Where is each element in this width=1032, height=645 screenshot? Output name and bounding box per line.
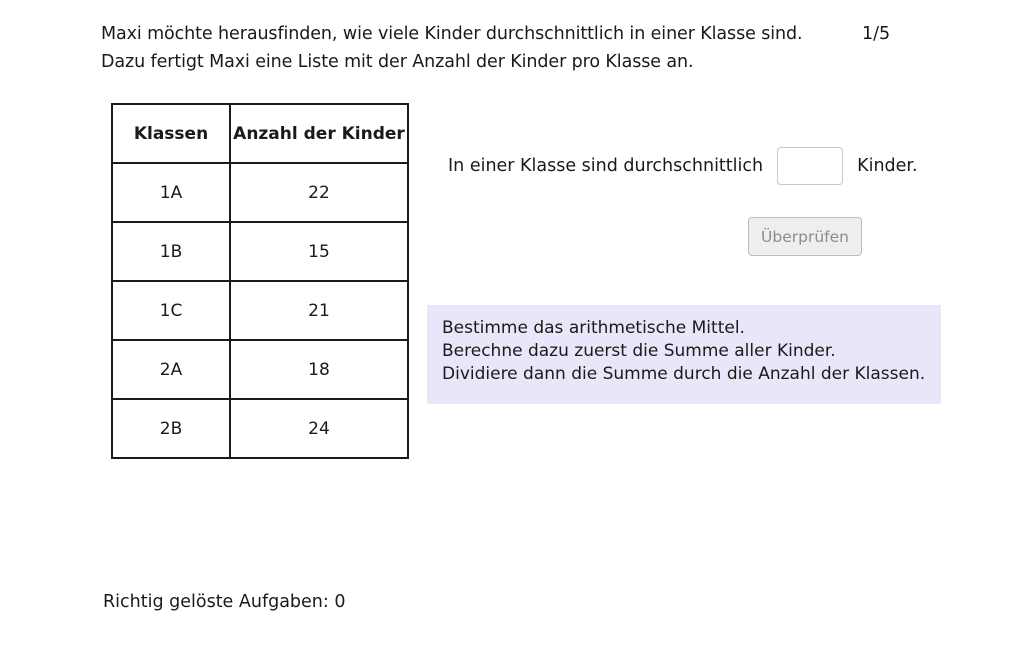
table-row <box>112 163 408 222</box>
hint-line: Berechne dazu zuerst die Summe aller Kinder. <box>442 341 836 361</box>
task-line-2: Dazu fertigt Maxi eine Liste mit der Anzahl der Kinder pro Klasse an. <box>101 52 694 72</box>
answer-suffix: Kinder. <box>857 156 918 176</box>
class-cell: 1C <box>112 281 230 340</box>
count-cell: 22 <box>230 163 408 222</box>
table-header-row <box>112 104 408 163</box>
header-children-count: Anzahl der Kinder <box>230 104 408 163</box>
count-cell: 15 <box>230 222 408 281</box>
count-cell: 24 <box>230 399 408 458</box>
answer-input[interactable] <box>777 147 843 185</box>
class-cell: 1A <box>112 163 230 222</box>
header-classes: Klassen <box>112 104 230 163</box>
class-cell: 1B <box>112 222 230 281</box>
hint-line: Bestimme das arithmetische Mittel. <box>442 318 745 338</box>
class-cell: 2B <box>112 399 230 458</box>
task-counter: 1/5 <box>862 24 891 44</box>
task-line-1: Maxi möchte herausfinden, wie viele Kinder durchschnittlich in einer Klasse sind. <box>101 24 803 44</box>
count-cell: 21 <box>230 281 408 340</box>
answer-sentence <box>448 146 918 186</box>
check-button[interactable]: Überprüfen <box>748 217 862 256</box>
class-table <box>111 103 409 459</box>
count-cell: 18 <box>230 340 408 399</box>
table-row <box>112 340 408 399</box>
score-label: Richtig gelöste Aufgaben: 0 <box>103 592 346 612</box>
table-row <box>112 399 408 458</box>
task-description <box>101 20 821 76</box>
hint-box <box>427 305 941 404</box>
table-row <box>112 222 408 281</box>
hint-line: Dividiere dann die Summe durch die Anzahl der Klassen. <box>442 364 926 384</box>
table-row <box>112 281 408 340</box>
answer-prefix: In einer Klasse sind durchschnittlich <box>448 156 764 176</box>
class-cell: 2A <box>112 340 230 399</box>
